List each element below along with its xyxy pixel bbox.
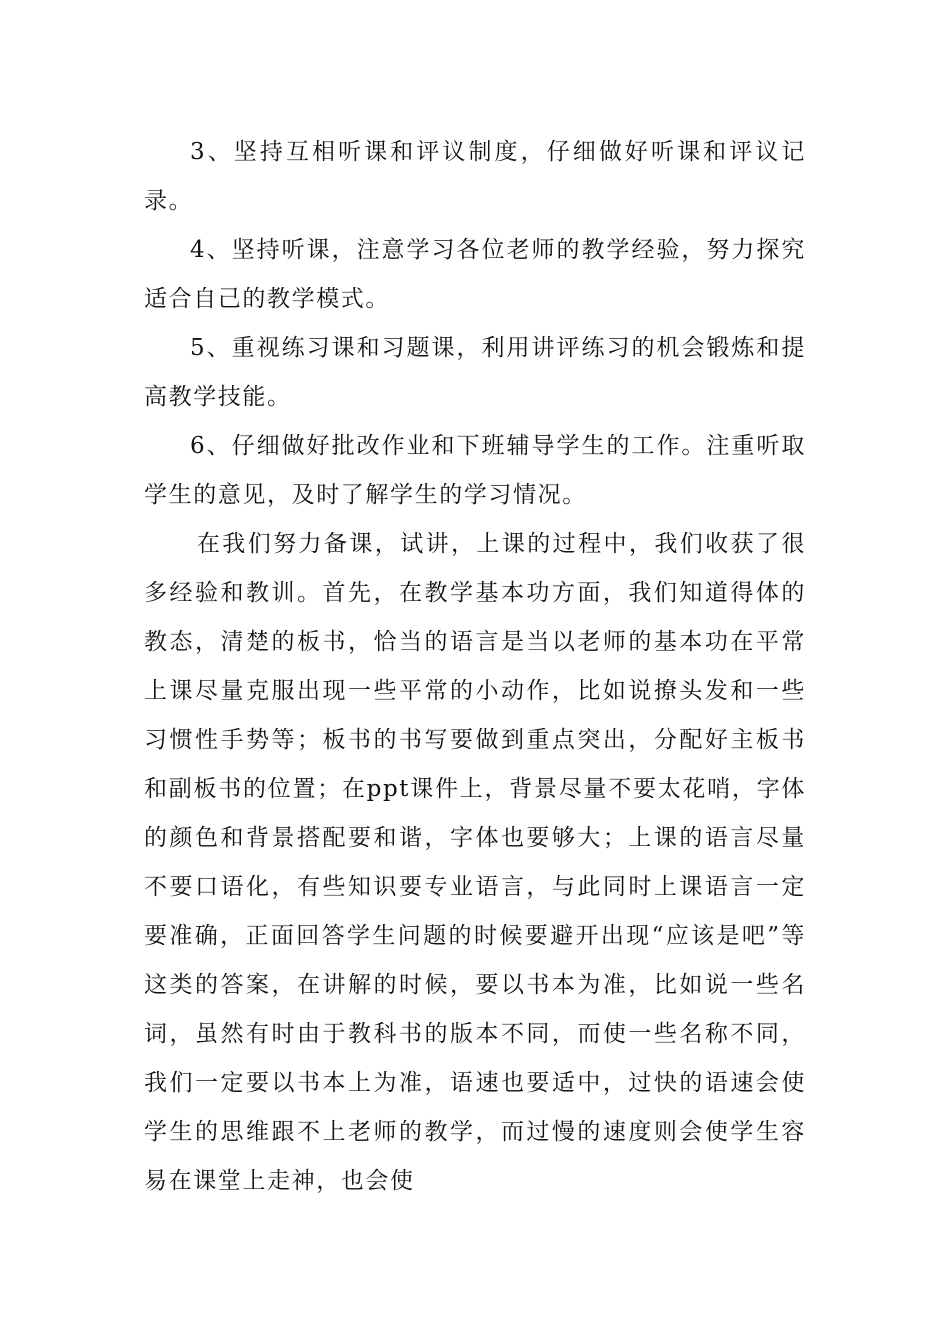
paragraph-item-3: 3、坚持互相听课和评议制度，仔细做好听课和评议记录。 [144,139,806,214]
paragraph-item-6: 6、仔细做好批改作业和下班辅导学生的工作。注重听取学生的意见，及时了解学生的学习情况。 [144,433,806,508]
paragraph-item-5: 5、重视练习课和习题课，利用讲评练习的机会锻炼和提高教学技能。 [144,335,806,410]
document-body [144,128,806,1206]
paragraph-item-4: 4、坚持听课，注意学习各位老师的教学经验，努力探究适合自己的教学模式。 [144,237,806,312]
paragraph-experience: 在我们努力备课，试讲，上课的过程中，我们收获了很多经验和教训。首先，在教学基本功方面，我们知道得体的教态，清楚的板书，恰当的语言是当以老师的基本功在平常上课尽量克服出现一些平常的小动作，比如说撩头发和一些习惯性手势等；板书的书写要做到重点突出，分配好主板书和副板书的位置；在ppt课件上，背景尽量不要太花哨，字体的颜色和背景搭配要和谐，字体也要够大；上课的语言尽量不要口语化，有些知识要专业语言，与此同时上课语言一定要准确，正面回答学生问题的时候要避开出现“应该是吧”等这类的答案，在讲解的时候，要以书本为准，比如说一些名词，虽然有时由于教科书的版本不同，而使一些名称不同，我们一定要以书本上为准，语速也要适中，过快的语速会使学生的思维跟不上老师的教学，而过慢的速度则会使学生容易在课堂上走神，也会使 [144,531,806,1194]
